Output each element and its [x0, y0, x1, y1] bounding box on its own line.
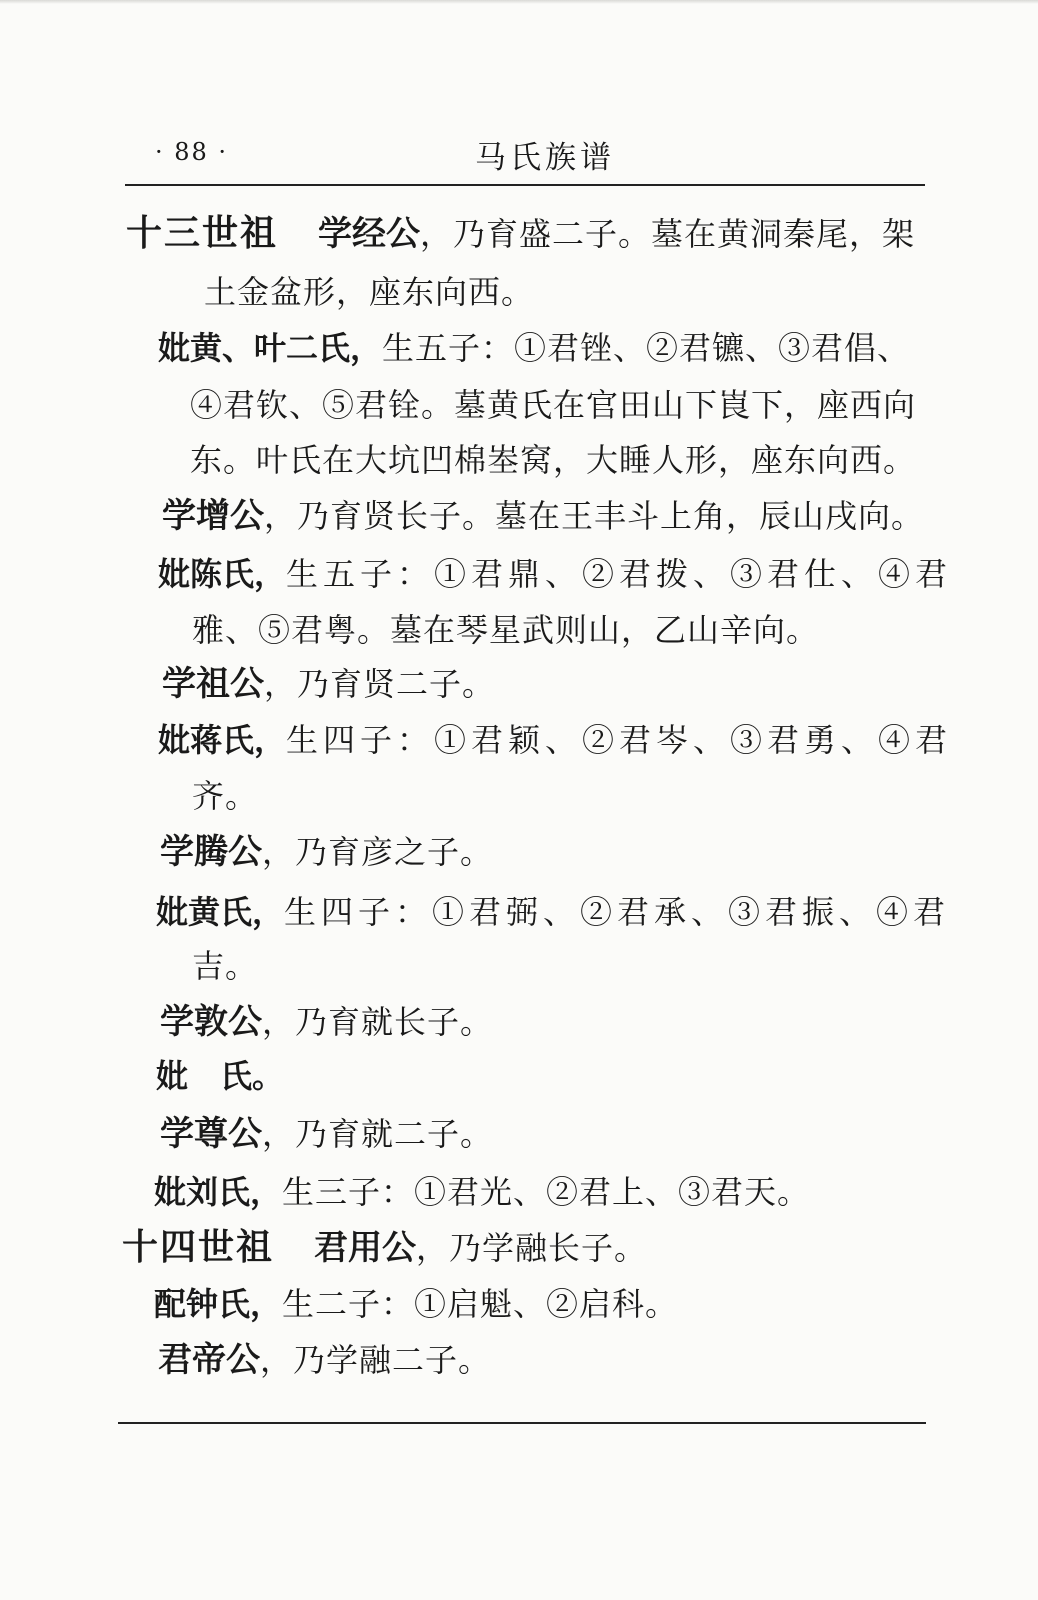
entry-line	[156, 892, 950, 932]
entry-continuation: 齐。	[192, 777, 259, 815]
spouse-name: 妣黄氏，	[156, 893, 285, 931]
ancestor-name: 君用公	[314, 1228, 417, 1268]
entry-text: ，乃育贤长子。墓在王丰斗上角，辰山戌向。	[264, 497, 925, 535]
ancestor-name: 学增公	[162, 496, 264, 536]
entry-line	[158, 720, 952, 760]
entry-line	[162, 664, 495, 704]
entry-continuation: 土金盆形，座东向西。	[204, 273, 535, 311]
entry-line	[156, 1056, 284, 1096]
entry-continuation: 东。叶氏在大坑凹棉峚窝，大睡人形，座东向西。	[190, 441, 917, 479]
entry-text: ，乃学融长子。	[416, 1229, 648, 1267]
entry-text: ，乃育就长子。	[262, 1003, 494, 1041]
generation-label: 十三世祖	[126, 213, 279, 254]
ancestor-name: 学经公	[318, 214, 421, 254]
entry-line	[160, 832, 493, 872]
header-rule	[125, 184, 925, 186]
entry-continuation: 吉。	[192, 947, 259, 985]
spouse-name: 妣陈氏，	[158, 555, 287, 593]
generation-label: 十四世祖	[122, 1227, 275, 1268]
entry-line	[158, 1340, 491, 1380]
entry-text: 生四子：①君弼、②君承、③君振、④君	[284, 893, 951, 931]
ancestor-name: 君帝公	[158, 1340, 260, 1380]
entry-text: ，乃育盛二子。墓在黄洞秦尾，架	[420, 215, 916, 253]
entry-line	[160, 1114, 493, 1154]
entry-line	[162, 496, 924, 536]
entry-text: 生二子：①启魁、②启科。	[282, 1285, 679, 1323]
ancestor-name: 学尊公	[160, 1114, 262, 1154]
entry-text: ，乃育彦之子。	[262, 833, 494, 871]
entry-continuation: ④君钦、⑤君铨。墓黄氏在官田山下崀下，座西向	[190, 386, 917, 424]
entry-text: ，乃育贤二子。	[264, 665, 496, 703]
page-top-edge	[0, 0, 1038, 4]
ancestor-name: 学祖公	[162, 664, 264, 704]
entry-line	[158, 554, 952, 594]
ancestor-name: 学敦公	[160, 1002, 262, 1042]
entry-text: ，乃学融二子。	[260, 1341, 492, 1379]
entry-text: 生三子：①君光、②君上、③君天。	[282, 1173, 811, 1211]
spouse-name: 妣黄、叶二氏，	[158, 329, 383, 367]
spouse-name: 妣刘氏，	[154, 1173, 283, 1211]
entry-text: ，乃育就二子。	[262, 1115, 494, 1153]
entry-continuation: 雅、⑤君粤。墓在琴星武则山，乙山辛向。	[192, 611, 820, 649]
entry-line	[158, 328, 910, 368]
footer-rule	[118, 1422, 926, 1424]
entry-line	[154, 1284, 678, 1324]
entry-text: 生五子：①君锉、②君镳、③君倡、	[382, 329, 911, 367]
ancestor-name: 学腾公	[160, 832, 262, 872]
running-header	[125, 132, 925, 178]
entry-line	[154, 1172, 810, 1212]
entry-text: 生五子：①君鼎、②君拨、③君仕、④君	[286, 555, 953, 593]
entry-text: 生四子：①君颖、②君岑、③君勇、④君	[286, 721, 953, 759]
entry-line	[160, 1002, 493, 1042]
spouse-name: 妣 氏。	[156, 1057, 285, 1095]
page-number: · 88 ·	[155, 138, 229, 166]
spouse-name: 妣蒋氏，	[158, 721, 287, 759]
running-title: 马氏族谱	[475, 140, 615, 176]
entry-line	[126, 214, 915, 254]
spouse-name: 配钟氏，	[154, 1285, 283, 1323]
entry-line	[122, 1228, 647, 1268]
